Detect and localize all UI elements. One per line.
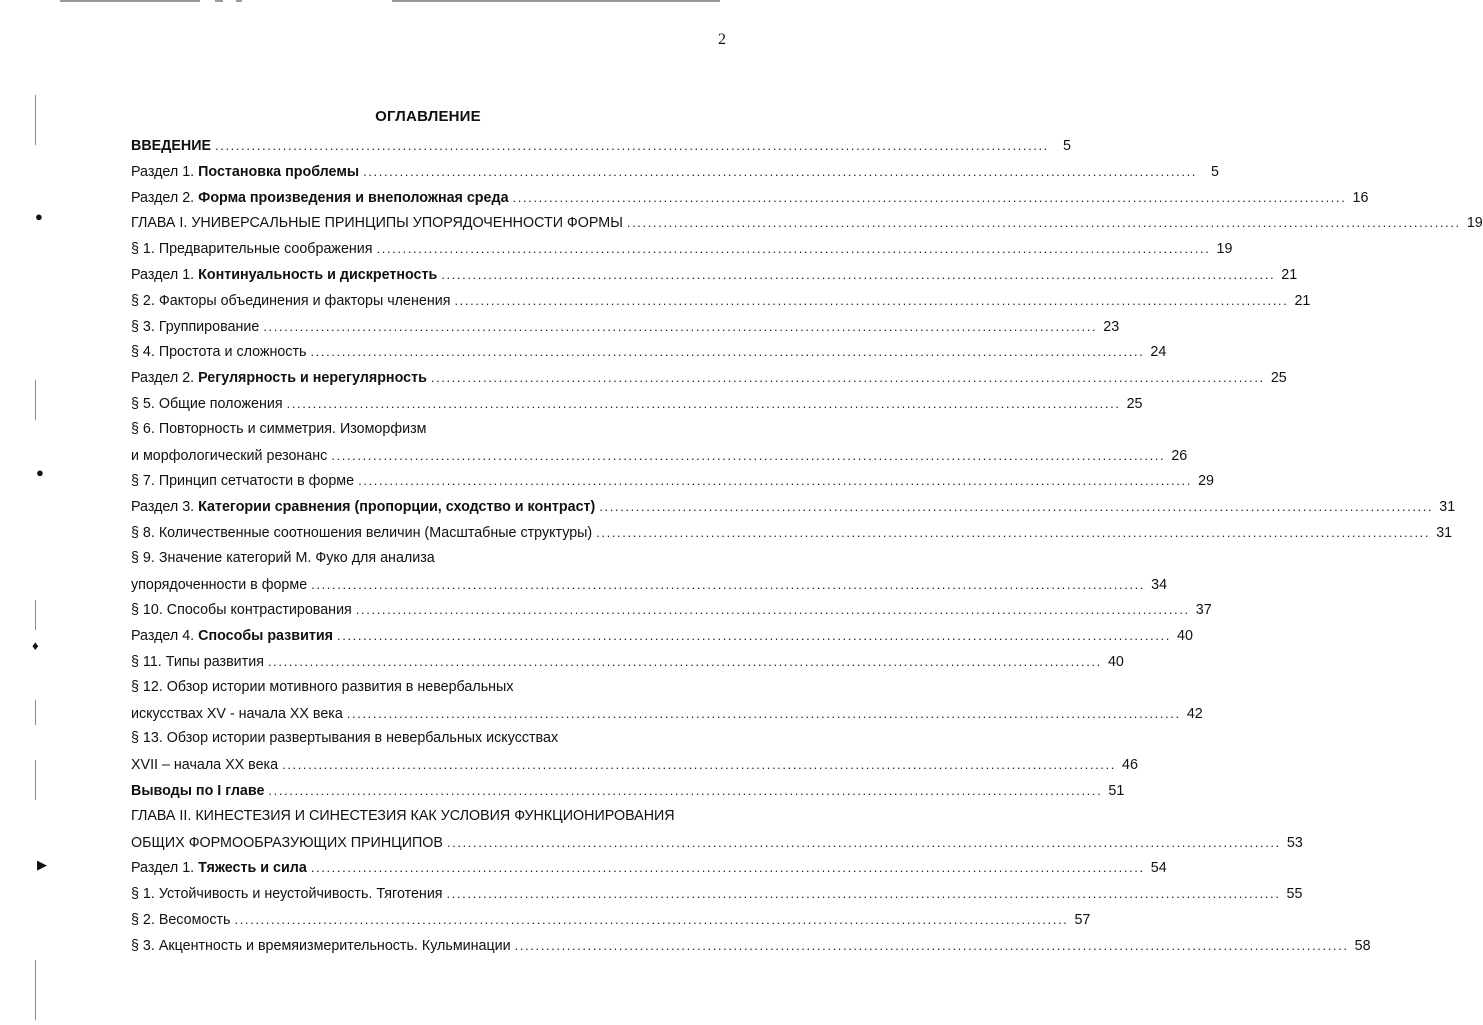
toc-entry-prefix: § 2. Факторы объединения и факторы членения (131, 292, 451, 309)
toc-entry-page: 5 (1211, 163, 1219, 180)
toc-entry-prefix: § 12. Обзор истории мотивного развития в невербальных (131, 678, 514, 695)
toc-entry-page: 25 (1270, 370, 1287, 387)
toc-entry (131, 210, 1483, 236)
toc-entry (131, 726, 729, 752)
toc-entry (131, 339, 1167, 365)
toc-title: ОГЛАВЛЕНИЕ (375, 108, 481, 125)
toc-entry (131, 468, 1214, 494)
toc-entry-label (131, 831, 443, 857)
toc-entry-prefix: § 11. Типы развития (131, 653, 264, 670)
toc-entry-prefix: § 2. Весомость (131, 911, 231, 928)
toc-entry (131, 185, 1369, 211)
toc-entry-page: 34 (1151, 576, 1168, 593)
dot-leader: ................................................................................................................................................................ (311, 576, 1146, 592)
toc-entry-prefix: § 5. Общие положения (131, 395, 283, 412)
dot-leader: ................................................................................................................................................................ (346, 705, 1181, 721)
toc-entry (131, 391, 1143, 417)
toc-entry (131, 804, 729, 830)
toc-entry-prefix: искусствах XV - начала XX века (131, 705, 343, 722)
toc-entry-label (131, 134, 211, 160)
dot-leader: ................................................................................................................................................................ (358, 473, 1192, 489)
dot-leader: ................................................................................................................................................................ (215, 138, 1049, 153)
toc-entry-prefix: Раздел 1. (131, 163, 199, 180)
toc-entry-page: 25 (1126, 395, 1143, 412)
toc-entry-heading: Постановка проблемы (198, 163, 360, 180)
toc-entry-prefix: § 1. Предварительные соображения (131, 241, 373, 258)
toc-entry-label (131, 573, 307, 599)
dot-leader: ................................................................................................................................................................ (596, 524, 1431, 540)
dot-leader: ................................................................................................................................................................ (376, 241, 1211, 257)
dot-leader: ................................................................................................................................................................ (267, 653, 1102, 669)
toc-entry-page: 21 (1281, 266, 1298, 283)
scan-margin-line (35, 380, 36, 420)
binding-hole-mark: ● (35, 209, 43, 224)
toc-entry-label (131, 211, 623, 237)
toc-entry-prefix: § 7. Принцип сетчатости в форме (131, 473, 355, 490)
toc-entry-label (131, 237, 373, 263)
scan-margin-line (35, 960, 36, 1020)
dot-leader: ................................................................................................................................................................ (234, 911, 1069, 927)
toc-entry-label (131, 315, 259, 341)
toc-entry-page: 55 (1286, 886, 1303, 903)
toc-entry (131, 778, 1125, 804)
page-number: 2 (718, 31, 726, 48)
toc-entry (131, 314, 1120, 340)
dot-leader: ................................................................................................................................................................ (599, 499, 1434, 515)
toc-entry-prefix: и морфологический резонанс (131, 447, 328, 464)
toc-entry-page: 57 (1074, 911, 1091, 928)
scan-edge (60, 0, 200, 2)
toc-entry-prefix: § 6. Повторность и симметрия. Изоморфизм (131, 420, 427, 437)
binding-hole-mark: ● (36, 465, 44, 480)
dot-leader: ................................................................................................................................................................ (286, 395, 1121, 411)
toc-entry-label (131, 160, 359, 186)
toc-entry (131, 830, 1303, 856)
table-of-contents (131, 133, 1483, 959)
toc-entry (131, 597, 1212, 623)
toc-entry-label (131, 650, 264, 676)
toc-entry-label (131, 263, 437, 289)
toc-entry (131, 855, 1167, 881)
toc-entry-label (131, 856, 307, 882)
toc-entry-heading: Тяжесть и сила (198, 860, 307, 877)
toc-entry-prefix: § 1. Устойчивость и неустойчивость. Тяготения (131, 886, 443, 903)
dot-leader: ................................................................................................................................................................ (331, 447, 1166, 463)
toc-entry-prefix: упорядоченности в форме (131, 576, 308, 593)
toc-entry (131, 417, 729, 443)
toc-entry (131, 159, 1219, 185)
toc-entry-page: 53 (1286, 834, 1303, 851)
toc-entry-prefix: Раздел 2. (131, 189, 199, 206)
toc-entry-label (131, 340, 306, 366)
toc-entry (131, 365, 1287, 391)
toc-entry-page: 16 (1352, 189, 1369, 206)
dot-leader: ................................................................................................................................................................ (430, 370, 1265, 386)
toc-entry-page: 19 (1216, 241, 1233, 258)
toc-entry-label (131, 521, 592, 547)
toc-entry-page: 19 (1466, 215, 1483, 232)
dot-leader: ................................................................................................................................................................ (454, 292, 1289, 308)
scan-edge (215, 0, 223, 2)
toc-entry-heading: Категории сравнения (пропорции, сходство и контраст) (198, 499, 596, 516)
toc-entry (131, 236, 1233, 262)
toc-entry-prefix: ГЛАВА II. КИНЕСТЕЗИЯ И СИНЕСТЕЗИЯ КАК УСЛОВИЯ ФУНКЦИОНИРОВАНИЯ (131, 807, 675, 824)
toc-entry-label (131, 417, 426, 443)
toc-entry-page: 46 (1122, 757, 1138, 774)
toc-entry-label (131, 598, 352, 624)
dot-leader: ................................................................................................................................................................ (268, 782, 1103, 798)
dot-leader: ................................................................................................................................................................ (310, 860, 1145, 876)
toc-entry-heading: Выводы по I главе (131, 782, 265, 799)
toc-entry-label (131, 882, 443, 908)
toc-entry (131, 907, 1091, 933)
toc-entry-page: 40 (1107, 653, 1124, 670)
scan-edge (236, 0, 242, 2)
toc-entry-page: 58 (1354, 937, 1371, 954)
toc-entry-label (131, 444, 327, 470)
toc-entry-label (131, 624, 333, 650)
toc-entry (131, 701, 1203, 727)
toc-entry-label (131, 675, 513, 701)
toc-entry-prefix: Раздел 1. (131, 266, 199, 283)
dot-leader: ................................................................................................................................................................ (626, 215, 1461, 231)
toc-entry-page: 42 (1186, 705, 1203, 722)
toc-entry-label (131, 495, 595, 521)
toc-entry-page: 40 (1177, 628, 1193, 645)
toc-entry (131, 881, 1303, 907)
scan-margin-line (35, 600, 36, 630)
toc-entry-page: 29 (1198, 473, 1214, 490)
dot-leader: ................................................................................................................................................................ (441, 266, 1276, 282)
dot-leader: ................................................................................................................................................................ (337, 628, 1171, 644)
toc-entry-page: 23 (1103, 318, 1120, 335)
toc-entry-page: 21 (1294, 292, 1311, 309)
toc-entry (131, 494, 1456, 520)
toc-entry (131, 262, 1298, 288)
toc-entry-prefix: § 8. Количественные соотношения величин (Масштабные структуры) (131, 524, 593, 541)
toc-entry (131, 443, 1188, 469)
toc-entry (131, 520, 1453, 546)
toc-entry-prefix: Раздел 4. (131, 628, 199, 645)
dot-leader: ................................................................................................................................................................ (363, 163, 1197, 179)
toc-entry-prefix: § 3. Группирование (131, 318, 260, 335)
scan-edge (392, 0, 720, 2)
binding-hole-mark: ♦ (32, 638, 39, 653)
toc-entry (131, 572, 1168, 598)
dot-leader: ................................................................................................................................................................ (446, 834, 1281, 850)
toc-entry (131, 649, 1124, 675)
toc-entry-page: 51 (1108, 782, 1125, 799)
toc-entry-label (131, 469, 354, 495)
toc-entry (131, 752, 1138, 778)
toc-entry-heading: Континуальность и дискретность (198, 266, 438, 283)
toc-entry-prefix: Раздел 3. (131, 499, 199, 516)
toc-entry (131, 546, 729, 572)
dot-leader: ................................................................................................................................................................ (282, 757, 1116, 773)
toc-entry-heading: Способы развития (198, 628, 334, 645)
toc-entry (131, 288, 1311, 314)
toc-entry (131, 623, 1193, 649)
scan-margin-line (35, 760, 36, 800)
toc-entry-label (131, 289, 450, 315)
toc-entry-label (131, 726, 558, 752)
toc-entry-label (131, 753, 278, 779)
toc-entry-prefix: ОБЩИХ ФОРМООБРАЗУЮЩИХ ПРИНЦИПОВ (131, 834, 443, 851)
toc-entry (131, 675, 729, 701)
toc-entry-prefix: ГЛАВА I. УНИВЕРСАЛЬНЫЕ ПРИНЦИПЫ УПОРЯДОЧЕННОСТИ ФОРМЫ (131, 215, 623, 232)
toc-entry-prefix: § 9. Значение категорий М. Фуко для анализа (131, 549, 435, 566)
toc-entry-page: 54 (1150, 860, 1167, 877)
toc-entry-label (131, 702, 343, 728)
dot-leader: ................................................................................................................................................................ (310, 344, 1145, 360)
toc-entry-page: 31 (1436, 524, 1453, 541)
binding-hole-mark: ▶ (37, 857, 47, 872)
toc-entry-prefix: § 4. Простота и сложность (131, 344, 307, 361)
toc-entry-label (131, 908, 231, 934)
dot-leader: ................................................................................................................................................................ (514, 937, 1349, 953)
toc-entry-heading: Регулярность и нерегулярность (198, 370, 427, 387)
toc-entry-prefix: § 3. Акцентность и времяизмерительность. Кульминации (131, 937, 511, 954)
toc-entry-heading: Форма произведения и внеположная среда (198, 189, 509, 206)
dot-leader: ................................................................................................................................................................ (512, 189, 1347, 205)
toc-entry-label (131, 366, 427, 392)
toc-entry-label (131, 392, 283, 418)
toc-entry-label (131, 934, 511, 960)
toc-entry-page: 31 (1439, 499, 1456, 516)
toc-entry-prefix: Раздел 2. (131, 370, 199, 387)
toc-entry-label (131, 186, 509, 212)
dot-leader: ................................................................................................................................................................ (263, 318, 1098, 334)
toc-entry-prefix: XVII – начала XX века (131, 757, 279, 774)
toc-entry (131, 133, 1071, 159)
toc-entry-page: 5 (1062, 138, 1071, 154)
toc-entry-page: 24 (1150, 344, 1167, 361)
toc-entry-prefix: § 13. Обзор истории развертывания в невербальных искусствах (131, 730, 559, 747)
toc-entry-label (131, 779, 264, 805)
toc-entry-label (131, 546, 435, 572)
toc-entry (131, 933, 1371, 959)
toc-entry-label (131, 804, 675, 830)
toc-entry-page: 26 (1171, 447, 1188, 464)
scan-margin-line (35, 700, 36, 725)
dot-leader: ................................................................................................................................................................ (355, 602, 1190, 618)
toc-entry-prefix: Раздел 1. (131, 860, 199, 877)
toc-entry-prefix: § 10. Способы контрастирования (131, 602, 352, 619)
toc-entry-heading: ВВЕДЕНИЕ (131, 138, 212, 154)
toc-entry-page: 37 (1195, 602, 1212, 619)
dot-leader: ................................................................................................................................................................ (446, 886, 1281, 902)
